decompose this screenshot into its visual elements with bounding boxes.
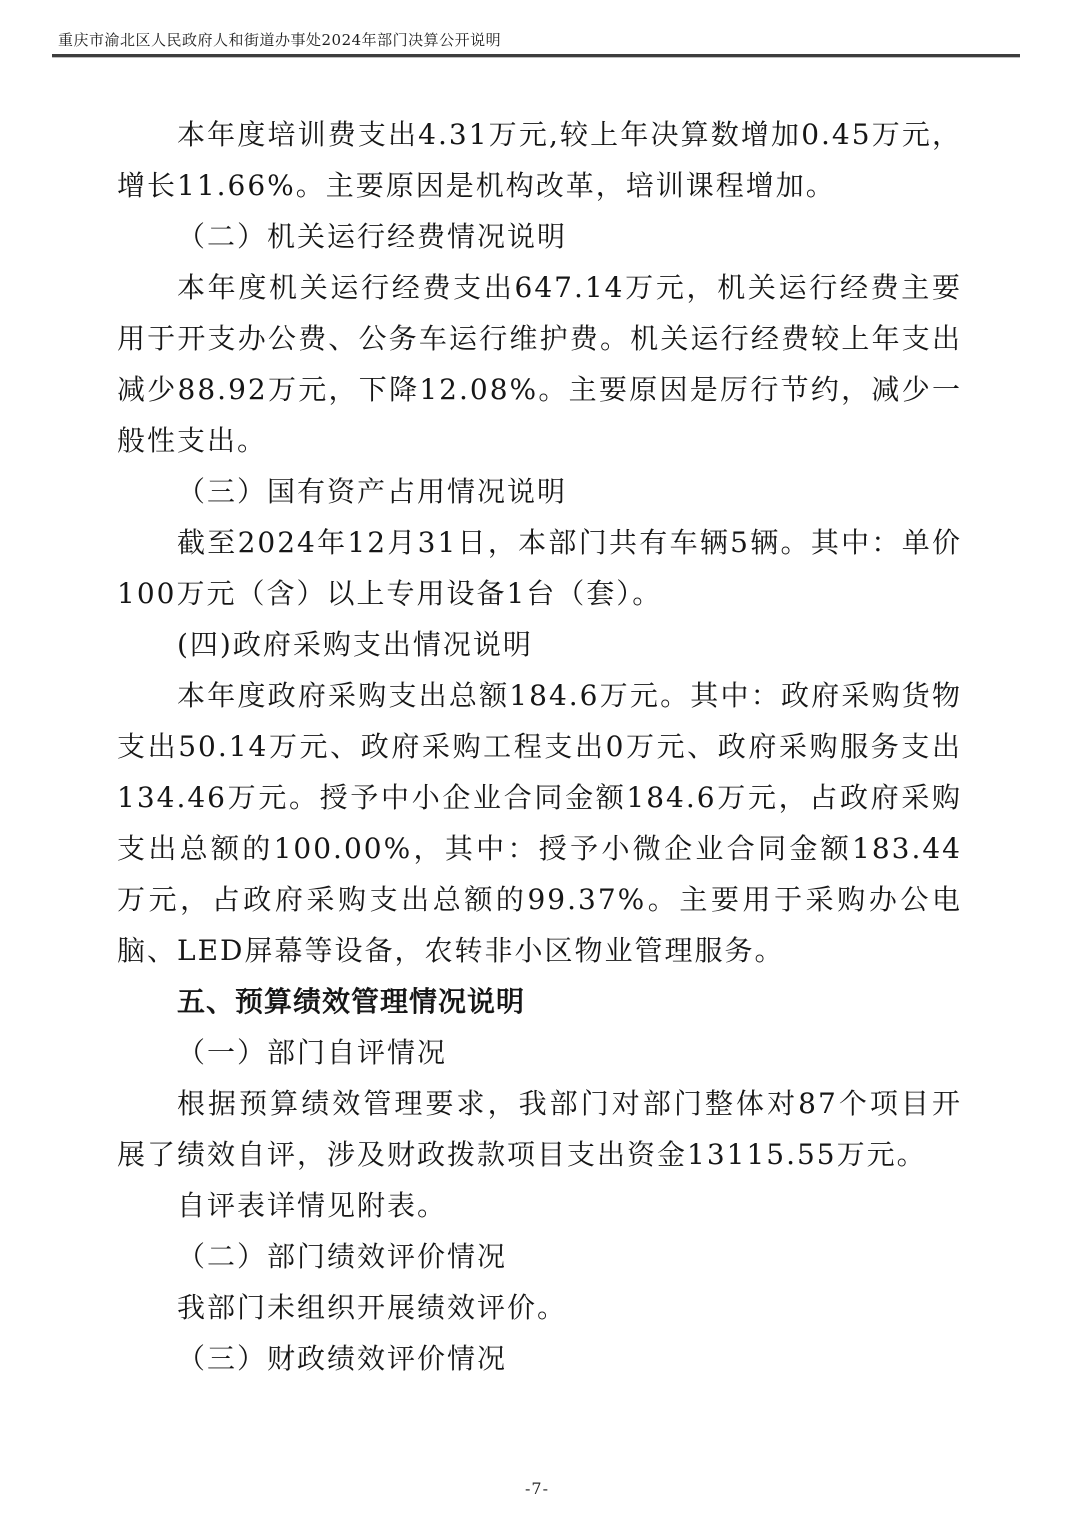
header-title: 重庆市渝北区人民政府人和街道办事处2024年部门决算公开说明 [58,31,502,49]
document-body [117,109,962,1384]
page-header [52,30,1020,58]
page-footer [0,1479,1074,1498]
heading-gov-procurement: (四)政府采购支出情况说明 [177,628,533,661]
paragraph-training-expense: 本年度培训费支出4.31万元,较上年决算数增加0.45万元，增长11.66%。主要原因是机构改革，培训课程增加。 [117,118,962,202]
paragraph-state-assets: 截至2024年12月31日，本部门共有车辆5辆。其中：单价100万元（含）以上专用设备1台（套）。 [117,526,962,610]
paragraph-operating-funds: 本年度机关运行经费支出647.14万元，机关运行经费主要用于开支办公费、公务车运行维护费。机关运行经费较上年支出减少88.92万元，下降12.08%。主要原因是厉行节约，减少一般性支出。 [117,271,962,457]
heading-fiscal-performance-evaluation: （三）财政绩效评价情况 [177,1342,508,1375]
heading-dept-performance-evaluation: （二）部门绩效评价情况 [177,1240,508,1273]
heading-budget-performance: 五、预算绩效管理情况说明 [177,985,526,1018]
header-rule [52,54,1020,58]
heading-self-evaluation: （一）部门自评情况 [177,1036,448,1069]
page-number: -7- [525,1479,549,1498]
paragraph-gov-procurement: 本年度政府采购支出总额184.6万元。其中：政府采购货物支出50.14万元、政府采购工程支出0万元、政府采购服务支出134.46万元。授予中小企业合同金额184.6万元，占政府采购支出总额的100.00%，其中：授予小微企业合同金额183.44万元，占政府采购支出总额的99.37%。主要用于采购办公电脑、LED屏幕等设备，农转非小区物业管理服务。 [117,679,962,967]
paragraph-dept-performance-evaluation: 我部门未组织开展绩效评价。 [177,1291,568,1324]
heading-operating-funds: （二）机关运行经费情况说明 [177,220,568,253]
paragraph-self-evaluation: 根据预算绩效管理要求，我部门对部门整体对87个项目开展了绩效自评，涉及财政拨款项目支出资金13115.55万元。 [117,1087,962,1171]
heading-state-assets: （三）国有资产占用情况说明 [177,475,568,508]
paragraph-self-evaluation-table-note: 自评表详情见附表。 [177,1189,448,1222]
